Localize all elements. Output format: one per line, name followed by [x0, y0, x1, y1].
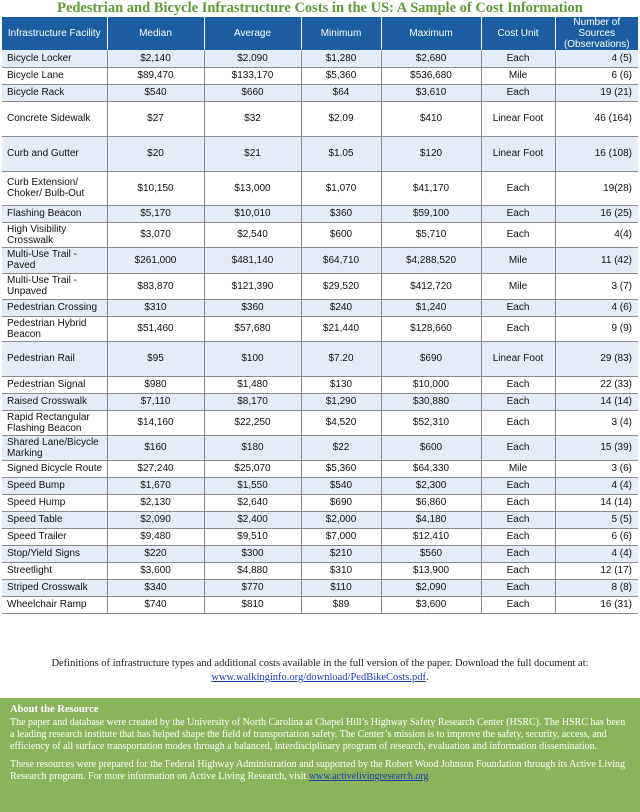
table-row: [2, 273, 638, 299]
cell-median: $95: [107, 341, 204, 376]
cell-unit: Each: [481, 171, 555, 205]
cell-average: $8,170: [204, 393, 301, 410]
cell-average: $57,680: [204, 316, 301, 341]
cell-facility: Signed Bicycle Route: [2, 460, 107, 477]
cell-unit: Each: [481, 528, 555, 545]
table-row: [2, 435, 638, 460]
cell-average: $2,640: [204, 494, 301, 511]
cell-median: $310: [107, 299, 204, 316]
cell-unit: Mile: [481, 67, 555, 84]
cell-unit: Each: [481, 376, 555, 393]
cell-facility: High Visibility Crosswalk: [2, 222, 107, 247]
table-row: [2, 299, 638, 316]
cell-average: $481,140: [204, 247, 301, 273]
cell-maximum: $3,600: [381, 596, 481, 613]
cell-median: $27,240: [107, 460, 204, 477]
cell-facility: Multi-Use Trail - Unpaved: [2, 273, 107, 299]
cell-sources: 11 (42): [555, 247, 638, 273]
cell-average: $300: [204, 545, 301, 562]
cell-facility: Raised Crosswalk: [2, 393, 107, 410]
page-title: Pedestrian and Bicycle Infrastructure Costs in the US: A Sample of Cost Information: [57, 0, 583, 16]
cell-facility: Bicycle Rack: [2, 84, 107, 101]
header-cost-unit: Cost Unit: [481, 17, 555, 50]
cell-maximum: $1,240: [381, 299, 481, 316]
cell-minimum: $7,000: [301, 528, 381, 545]
cell-facility: Pedestrian Hybrid Beacon: [2, 316, 107, 341]
table-row: [2, 205, 638, 222]
table-row: [2, 341, 638, 376]
cell-average: $1,550: [204, 477, 301, 494]
cell-sources: 4 (4): [555, 545, 638, 562]
cell-sources: 4(4): [555, 222, 638, 247]
cell-median: $2,130: [107, 494, 204, 511]
cell-facility: Flashing Beacon: [2, 205, 107, 222]
cell-minimum: $310: [301, 562, 381, 579]
cell-average: $660: [204, 84, 301, 101]
table-row: [2, 528, 638, 545]
table-row: [2, 511, 638, 528]
cell-maximum: $5,710: [381, 222, 481, 247]
table-row: [2, 494, 638, 511]
cell-minimum: $29,520: [301, 273, 381, 299]
cell-sources: 29 (83): [555, 341, 638, 376]
cost-table: [2, 17, 638, 614]
table-row: [2, 101, 638, 136]
cell-average: $32: [204, 101, 301, 136]
cell-maximum: $6,860: [381, 494, 481, 511]
cell-minimum: $64,710: [301, 247, 381, 273]
cell-maximum: $120: [381, 136, 481, 171]
cell-median: $9,480: [107, 528, 204, 545]
full-paper-link[interactable]: www.walkinginfo.org/download/PedBikeCosts.pdf: [211, 672, 427, 683]
cell-minimum: $240: [301, 299, 381, 316]
cell-median: $980: [107, 376, 204, 393]
cell-minimum: $210: [301, 545, 381, 562]
cell-average: $100: [204, 341, 301, 376]
cell-average: $22,250: [204, 410, 301, 435]
cell-maximum: $12,410: [381, 528, 481, 545]
cell-sources: 19 (21): [555, 84, 638, 101]
cell-minimum: $7.20: [301, 341, 381, 376]
cell-maximum: $2,090: [381, 579, 481, 596]
cell-sources: 22 (33): [555, 376, 638, 393]
header-average: Average: [204, 17, 301, 50]
cell-maximum: $128,660: [381, 316, 481, 341]
about-paragraph-1: The paper and database were created by the University of North Carolina at Chapel Hill’s Highway Safety Research Center (HSRC). The HSRC has been a leading research institute that has helped shape the field of transportation safety. The Center’s mission is to improve the safety, security, access, and efficiency of all surface transportation modes through a balanced, interdisciplinary program of research, evaluation and information dissemination.: [10, 717, 626, 753]
table-row: [2, 67, 638, 84]
table-row: [2, 562, 638, 579]
table-row: [2, 84, 638, 101]
cell-minimum: $1,280: [301, 50, 381, 67]
cell-unit: Each: [481, 545, 555, 562]
cell-unit: Each: [481, 84, 555, 101]
cell-average: $770: [204, 579, 301, 596]
cell-sources: 14 (14): [555, 494, 638, 511]
cell-median: $89,470: [107, 67, 204, 84]
cell-minimum: $2,000: [301, 511, 381, 528]
cell-average: $25,070: [204, 460, 301, 477]
cell-unit: Mile: [481, 460, 555, 477]
cell-median: $340: [107, 579, 204, 596]
cell-average: $9,510: [204, 528, 301, 545]
cell-sources: 12 (17): [555, 562, 638, 579]
cell-median: $5,170: [107, 205, 204, 222]
cell-maximum: $600: [381, 435, 481, 460]
cell-average: $180: [204, 435, 301, 460]
cell-sources: 4 (4): [555, 477, 638, 494]
header-minimum: Minimum: [301, 17, 381, 50]
cell-maximum: $536,680: [381, 67, 481, 84]
cell-sources: 16 (31): [555, 596, 638, 613]
header-maximum: Maximum: [381, 17, 481, 50]
cell-median: $740: [107, 596, 204, 613]
active-living-link[interactable]: www.activelivingresearch.org: [308, 770, 429, 782]
cell-sources: 9 (9): [555, 316, 638, 341]
cell-average: $13,000: [204, 171, 301, 205]
table-row: [2, 477, 638, 494]
cell-sources: 3 (6): [555, 460, 638, 477]
cell-median: $14,160: [107, 410, 204, 435]
cell-median: $20: [107, 136, 204, 171]
cell-average: $4,880: [204, 562, 301, 579]
header-facility: Infrastructure Facility: [2, 17, 107, 50]
cell-average: $133,170: [204, 67, 301, 84]
cell-facility: Curb Extension/ Choker/ Bulb-Out: [2, 171, 107, 205]
cell-sources: 14 (14): [555, 393, 638, 410]
cell-unit: Each: [481, 410, 555, 435]
cell-facility: Bicycle Lane: [2, 67, 107, 84]
cell-facility: Stop/Yield Signs: [2, 545, 107, 562]
cell-minimum: $89: [301, 596, 381, 613]
cell-average: $810: [204, 596, 301, 613]
cell-median: $7,110: [107, 393, 204, 410]
cell-sources: 6 (6): [555, 528, 638, 545]
cell-maximum: $4,180: [381, 511, 481, 528]
cell-average: $21: [204, 136, 301, 171]
cell-minimum: $22: [301, 435, 381, 460]
cell-unit: Each: [481, 299, 555, 316]
cell-minimum: $690: [301, 494, 381, 511]
cell-maximum: $10,000: [381, 376, 481, 393]
table-header-row: [2, 17, 638, 50]
cell-sources: 6 (6): [555, 67, 638, 84]
cell-maximum: $41,170: [381, 171, 481, 205]
cell-median: $27: [107, 101, 204, 136]
cell-facility: Rapid Rectangular Flashing Beacon: [2, 410, 107, 435]
cell-unit: Each: [481, 205, 555, 222]
table-row: [2, 376, 638, 393]
cell-median: $2,140: [107, 50, 204, 67]
cell-maximum: $2,680: [381, 50, 481, 67]
cell-minimum: $540: [301, 477, 381, 494]
cell-minimum: $21,440: [301, 316, 381, 341]
cell-facility: Pedestrian Crossing: [2, 299, 107, 316]
about-paragraph-2: [10, 759, 632, 783]
header-median: Median: [107, 17, 204, 50]
table-row: [2, 136, 638, 171]
table-body: [2, 50, 638, 613]
cell-facility: Pedestrian Signal: [2, 376, 107, 393]
table-row: [2, 222, 638, 247]
footnote-text: Definitions of infrastructure types and additional costs available in the full version of the paper. Download the full document at:: [51, 658, 589, 669]
cell-facility: Shared Lane/Bicycle Marking: [2, 435, 107, 460]
cell-unit: Mile: [481, 273, 555, 299]
table-row: [2, 171, 638, 205]
cell-minimum: $130: [301, 376, 381, 393]
cell-maximum: $560: [381, 545, 481, 562]
cell-sources: 16 (108): [555, 136, 638, 171]
cell-median: $2,090: [107, 511, 204, 528]
cell-unit: Each: [481, 494, 555, 511]
cell-unit: Linear Foot: [481, 341, 555, 376]
cell-unit: Linear Foot: [481, 136, 555, 171]
cell-maximum: $30,880: [381, 393, 481, 410]
cell-minimum: $600: [301, 222, 381, 247]
about-paragraph-2-text: These resources were prepared for the Federal Highway Administration and supported by the Robert Wood Johnson Foundation through its Active Living Research program. For more information on Active Living Research, visit: [10, 758, 625, 782]
cell-minimum: $4,520: [301, 410, 381, 435]
table-row: [2, 410, 638, 435]
cell-maximum: $64,330: [381, 460, 481, 477]
cell-sources: 15 (39): [555, 435, 638, 460]
cell-facility: Speed Hump: [2, 494, 107, 511]
cell-unit: Linear Foot: [481, 101, 555, 136]
footnote: [10, 657, 630, 685]
cell-minimum: $5,360: [301, 460, 381, 477]
cell-minimum: $1,070: [301, 171, 381, 205]
table-row: [2, 579, 638, 596]
cell-median: $3,600: [107, 562, 204, 579]
cell-facility: Curb and Gutter: [2, 136, 107, 171]
cell-median: $51,460: [107, 316, 204, 341]
cell-facility: Pedestrian Rail: [2, 341, 107, 376]
cell-average: $2,090: [204, 50, 301, 67]
cell-unit: Each: [481, 511, 555, 528]
cell-maximum: $4,288,520: [381, 247, 481, 273]
cell-unit: Each: [481, 50, 555, 67]
cell-sources: 4 (6): [555, 299, 638, 316]
cell-sources: 16 (25): [555, 205, 638, 222]
cell-maximum: $2,300: [381, 477, 481, 494]
about-resource-box: [0, 698, 640, 812]
cell-median: $3,070: [107, 222, 204, 247]
cell-sources: 3 (7): [555, 273, 638, 299]
about-heading: About the Resource: [10, 704, 99, 715]
cell-facility: Bicycle Locker: [2, 50, 107, 67]
cell-facility: Speed Trailer: [2, 528, 107, 545]
cell-sources: 4 (5): [555, 50, 638, 67]
cell-median: $10,150: [107, 171, 204, 205]
table-row: [2, 393, 638, 410]
cell-maximum: $59,100: [381, 205, 481, 222]
cell-facility: Wheelchair Ramp: [2, 596, 107, 613]
cell-average: $360: [204, 299, 301, 316]
table-row: [2, 545, 638, 562]
cell-average: $121,390: [204, 273, 301, 299]
cell-unit: Each: [481, 222, 555, 247]
cell-unit: Mile: [481, 247, 555, 273]
cell-sources: 19(28): [555, 171, 638, 205]
cell-unit: Each: [481, 316, 555, 341]
header-sources: Number of Sources (Observations): [555, 17, 638, 50]
cell-minimum: $1.05: [301, 136, 381, 171]
table-row: [2, 316, 638, 341]
cell-sources: 5 (5): [555, 511, 638, 528]
cell-unit: Each: [481, 393, 555, 410]
cell-sources: 46 (164): [555, 101, 638, 136]
footnote-period: .: [426, 672, 429, 683]
cell-maximum: $3,610: [381, 84, 481, 101]
cell-median: $83,870: [107, 273, 204, 299]
cell-average: $2,540: [204, 222, 301, 247]
cell-maximum: $412,720: [381, 273, 481, 299]
table-row: [2, 247, 638, 273]
cell-median: $540: [107, 84, 204, 101]
cell-median: $220: [107, 545, 204, 562]
cell-facility: Concrete Sidewalk: [2, 101, 107, 136]
cell-minimum: $5,360: [301, 67, 381, 84]
cell-sources: 3 (4): [555, 410, 638, 435]
cell-facility: Multi-Use Trail - Paved: [2, 247, 107, 273]
cell-minimum: $64: [301, 84, 381, 101]
cell-facility: Speed Bump: [2, 477, 107, 494]
cell-average: $2,400: [204, 511, 301, 528]
cell-facility: Striped Crosswalk: [2, 579, 107, 596]
cell-maximum: $13,900: [381, 562, 481, 579]
cell-minimum: $1,290: [301, 393, 381, 410]
cell-unit: Each: [481, 579, 555, 596]
cell-median: $1,670: [107, 477, 204, 494]
cell-maximum: $52,310: [381, 410, 481, 435]
cell-average: $10,010: [204, 205, 301, 222]
table-row: [2, 596, 638, 613]
cell-maximum: $690: [381, 341, 481, 376]
cell-maximum: $410: [381, 101, 481, 136]
cell-unit: Each: [481, 596, 555, 613]
cell-minimum: $360: [301, 205, 381, 222]
cell-unit: Each: [481, 562, 555, 579]
table-row: [2, 460, 638, 477]
cell-unit: Each: [481, 435, 555, 460]
table-row: [2, 50, 638, 67]
cell-median: $261,000: [107, 247, 204, 273]
cell-sources: 8 (8): [555, 579, 638, 596]
cell-facility: Speed Table: [2, 511, 107, 528]
cell-facility: Streetlight: [2, 562, 107, 579]
cell-minimum: $2.09: [301, 101, 381, 136]
cell-unit: Each: [481, 477, 555, 494]
cell-minimum: $110: [301, 579, 381, 596]
cell-average: $1,480: [204, 376, 301, 393]
cell-median: $160: [107, 435, 204, 460]
